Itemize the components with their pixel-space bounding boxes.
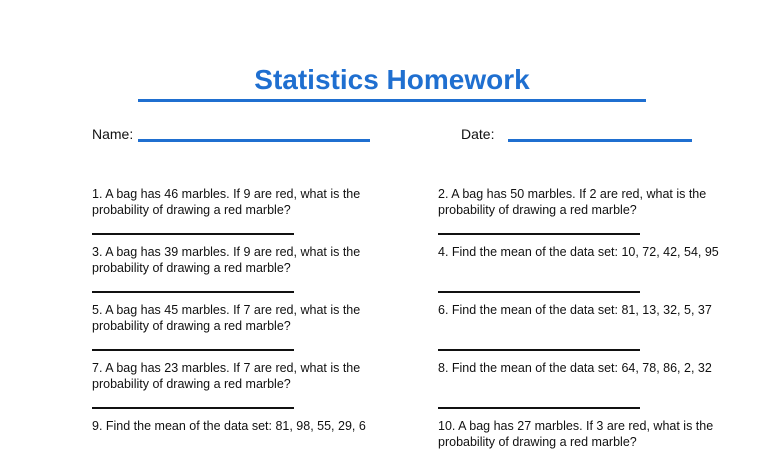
question-3: 3. A bag has 39 marbles. If 9 are red, what is the probability of drawing a red marble? <box>92 245 361 275</box>
title-underline <box>138 99 646 102</box>
question-1: 1. A bag has 46 marbles. If 9 are red, what is the probability of drawing a red marble? <box>92 187 361 217</box>
answer-line-1 <box>92 233 294 235</box>
question-2: 2. A bag has 50 marbles. If 2 are red, what is the probability of drawing a red marble? <box>438 187 707 217</box>
answer-line-4 <box>438 291 640 293</box>
question-9: 9. Find the mean of the data set: 81, 98, 55, 29, 6 <box>92 419 366 433</box>
question-8: 8. Find the mean of the data set: 64, 78, 86, 2, 32 <box>438 361 712 375</box>
date-label: Date: <box>461 126 495 142</box>
name-line <box>138 139 370 142</box>
name-label: Name: <box>92 126 134 142</box>
answer-line-5 <box>92 349 294 351</box>
answer-line-2 <box>438 233 640 235</box>
question-7: 7. A bag has 23 marbles. If 7 are red, what is the probability of drawing a red marble? <box>92 361 361 391</box>
date-line <box>508 139 692 142</box>
question-10: 10. A bag has 27 marbles. If 3 are red, what is the probability of drawing a red marble? <box>438 419 714 449</box>
answer-line-3 <box>92 291 294 293</box>
question-4: 4. Find the mean of the data set: 10, 72, 42, 54, 95 <box>438 245 719 259</box>
page-title: Statistics Homework <box>254 64 530 95</box>
question-6: 6. Find the mean of the data set: 81, 13, 32, 5, 37 <box>438 303 712 317</box>
answer-line-7 <box>92 407 294 409</box>
answer-line-6 <box>438 349 640 351</box>
answer-line-8 <box>438 407 640 409</box>
question-5: 5. A bag has 45 marbles. If 7 are red, what is the probability of drawing a red marble? <box>92 303 361 333</box>
